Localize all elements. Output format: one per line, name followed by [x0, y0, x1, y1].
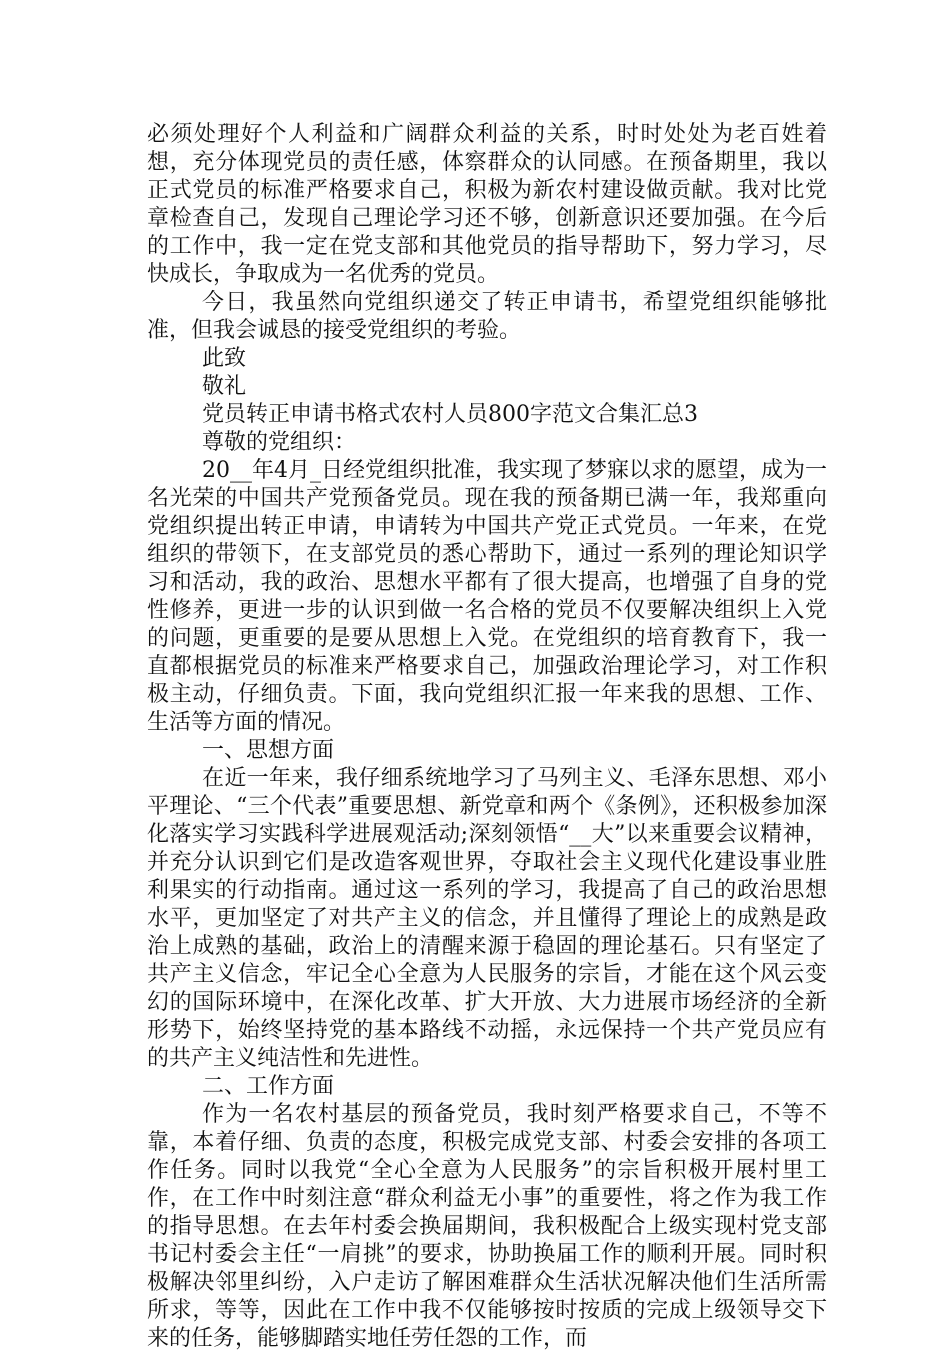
heading-thought: 一、思想方面	[202, 738, 335, 763]
paragraph-introduction: 20__年4月_日经党组织批准，我实现了梦寐以求的愿望，成为一名光荣的中国共产党预备党员。现在我的预备期已满一年，我郑重向党组织提出转正申请，申请转为中国共产党正式党员。一年来，在党组织的带领下，在支部党员的悉心帮助下，通过一系列的理论知识学习和活动，我的政治、思想水平都有了很大提高，也增强了自身的党性修养，更进一步的认识到做一名合格的党员不仅要解决组织上入党的问题，更重要的是要从思想上入党。在党组织的培育教育下，我一直都根据党员的标准来严格要求自己，加强政治理论学习，对工作积极主动，仔细负责。下面，我向党组织汇报一年来我的思想、工作、生活等方面的情况。	[147, 458, 827, 735]
paragraph-submission-note: 今日，我虽然向党组织递交了转正申请书，希望党组织能够批准，但我会诚恳的接受党组织的考验。	[147, 290, 827, 343]
paragraph-thought: 在近一年来，我仔细系统地学习了马列主义、毛泽东思想、邓小平理论、“三个代表”重要思想、新党章和两个《条例》，还积极参加深化落实学习实践科学进展观活动;深刻领悟“__大”以来重要会议精神，并充分认识到它们是改造客观世界，夺取社会主义现代化建设事业胜利果实的行动指南。通过这一系列的学习，我提高了自己的政治思想水平，更加坚定了对共产主义的信念，并且懂得了理论上的成熟是政治上成熟的基础，政治上的清醒来源于稳固的理论基石。只有坚定了共产主义信念，牢记全心全意为人民服务的宗旨，才能在这个风云变幻的国际环境中，在深化改革、扩大开放、大力进展市场经济的全新形势下，始终坚持党的基本路线不动摇，永远保持一个共产党员应有的共产主义纯洁性和先进性。	[147, 766, 827, 1071]
section-title: 党员转正申请书格式农村人员800字范文合集汇总3	[202, 402, 698, 427]
closing-regards: 敬礼	[202, 374, 247, 399]
closing-salutation: 此致	[202, 346, 247, 371]
letter-greeting: 尊敬的党组织：	[202, 430, 357, 455]
paragraph-work: 作为一名农村基层的预备党员，我时刻严格要求自己，不等不靠，本着仔细、负责的态度，积极完成党支部、村委会安排的各项工作任务。同时以我党“全心全意为人民服务”的宗旨积极开展村里工作，在工作中时刻注意“群众利益无小事”的重要性，将之作为我工作的指导思想。在去年村委会换届期间，我积极配合上级实现村党支部书记村委会主任“一肩挑”的要求，协助换届工作的顺利开展。同时积极解决邻里纠纷，入户走访了解困难群众生活状况解决他们生活所需所求，等等，因此在工作中我不仅能够按时按质的完成上级领导交下来的任务，能够脚踏实地任劳任怨的工作，而	[147, 1102, 827, 1351]
document-body	[147, 121, 827, 1353]
heading-work: 二、工作方面	[202, 1074, 335, 1099]
paragraph-continuation: 必须处理好个人利益和广阔群众利益的关系，时时处处为老百姓着想，充分体现党员的责任感，体察群众的认同感。在预备期里，我以正式党员的标准严格要求自己，积极为新农村建设做贡献。我对比党章检查自己，发现自己理论学习还不够，创新意识还要加强。在今后的工作中，我一定在党支部和其他党员的指导帮助下，努力学习，尽快成长，争取成为一名优秀的党员。	[147, 122, 827, 287]
